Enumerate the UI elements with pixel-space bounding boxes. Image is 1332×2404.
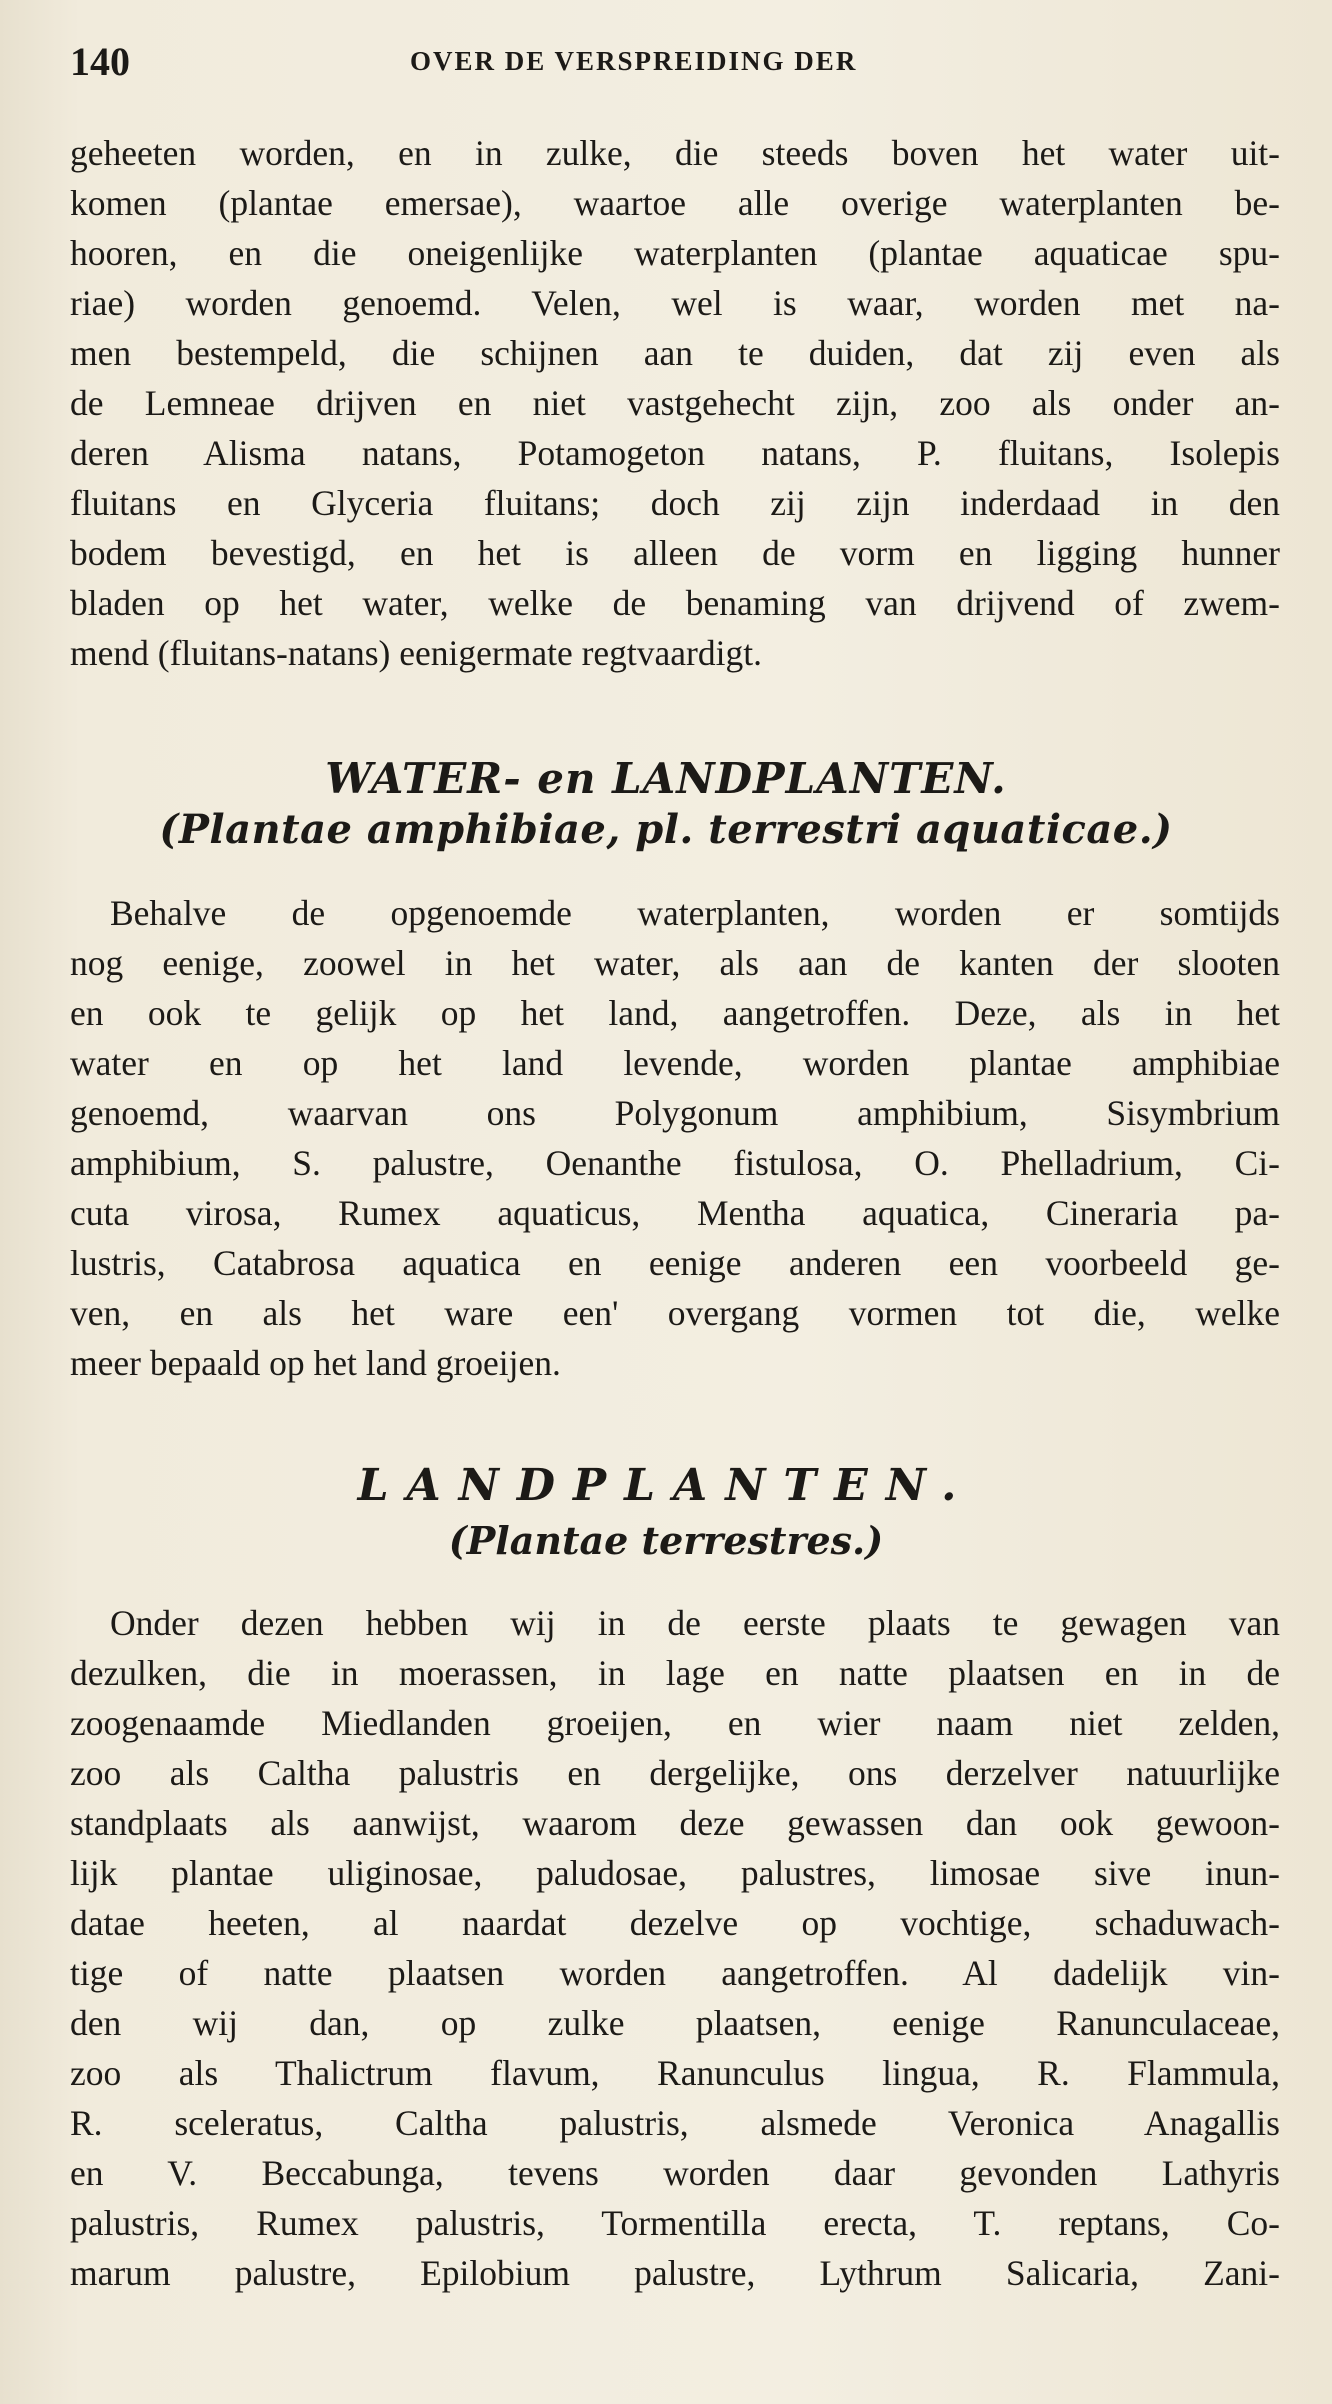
text-line: fluitans en Glyceria fluitans; doch zij zijn inderdaad in den: [70, 483, 1280, 523]
text-line: zoo als Caltha palustris en dergelijke, ons derzelver natuurlijke: [70, 1753, 1280, 1793]
section-subtitle-plantae-terrestres: (Plantae terrestres.): [448, 1518, 884, 1563]
text-line: marum palustre, Epilobium palustre, Lythrum Salicaria, Zani-: [70, 2253, 1280, 2293]
text-line: bladen op het water, welke de benaming van drijvend of zwem-: [70, 583, 1280, 623]
text-line: tige of natte plaatsen worden aangetroffen. Al dadelijk vin-: [70, 1953, 1280, 1993]
text-line: lijk plantae uliginosae, paludosae, palustres, limosae sive inun-: [70, 1853, 1280, 1893]
text-line: palustris, Rumex palustris, Tormentilla erecta, T. reptans, Co-: [70, 2203, 1280, 2243]
text-line: deren Alisma natans, Potamogeton natans, P. fluitans, Isolepis: [70, 433, 1280, 473]
section-title-water-en-landplanten: WATER- en LANDPLANTEN.: [325, 754, 1007, 803]
running-head: [70, 38, 1250, 88]
text-line: den wij dan, op zulke plaatsen, eenige Ranunculaceae,: [70, 2003, 1280, 2043]
text-line: amphibium, S. palustre, Oenanthe fistulosa, O. Phelladrium, Ci-: [70, 1143, 1280, 1183]
text-line: R. sceleratus, Caltha palustris, alsmede Veronica Anagallis: [70, 2103, 1280, 2143]
paragraph-3: [70, 1598, 1280, 2298]
paragraph-2: [70, 888, 1280, 1388]
text-line: water en op het land levende, worden plantae amphibiae: [70, 1043, 1280, 1083]
text-line: genoemd, waarvan ons Polygonum amphibium, Sisymbrium: [70, 1093, 1280, 1133]
paragraph-1: [70, 128, 1280, 678]
text-line: hooren, en die oneigenlijke waterplanten (plantae aquaticae spu-: [70, 233, 1280, 273]
text-line: en ook te gelijk op het land, aangetroffen. Deze, als in het: [70, 993, 1280, 1033]
text-line: zoo als Thalictrum flavum, Ranunculus lingua, R. Flammula,: [70, 2053, 1280, 2093]
text-line: cuta virosa, Rumex aquaticus, Mentha aquatica, Cineraria pa-: [70, 1193, 1280, 1233]
text-line: meer bepaald op het land groeijen.: [70, 1343, 561, 1383]
text-line: nog eenige, zoowel in het water, als aan de kanten der slooten: [70, 943, 1280, 983]
page-number: 140: [70, 39, 130, 84]
text-line: en V. Beccabunga, tevens worden daar gevonden Lathyris: [70, 2153, 1280, 2193]
section-title-landplanten: LANDPLANTEN.: [357, 1460, 975, 1511]
text-line: lustris, Catabrosa aquatica en eenige anderen een voorbeeld ge-: [70, 1243, 1280, 1283]
text-line: standplaats als aanwijst, waarom deze gewassen dan ook gewoon-: [70, 1803, 1280, 1843]
text-line: dezulken, die in moerassen, in lage en natte plaatsen en in de: [70, 1653, 1280, 1693]
text-line: riae) worden genoemd. Velen, wel is waar, worden met na-: [70, 283, 1280, 323]
text-line: datae heeten, al naardat dezelve op vochtige, schaduwach-: [70, 1903, 1280, 1943]
text-line: geheeten worden, en in zulke, die steeds boven het water uit-: [70, 133, 1280, 173]
text-line: Onder dezen hebben wij in de eerste plaats te gewagen van: [110, 1603, 1280, 1643]
text-line: ven, en als het ware een' overgang vormen tot die, welke: [70, 1293, 1280, 1333]
running-title: OVER DE VERSPREIDING DER: [410, 46, 858, 76]
text-line: zoogenaamde Miedlanden groeijen, en wier naam niet zelden,: [70, 1703, 1280, 1743]
text-line: de Lemneae drijven en niet vastgehecht zijn, zoo als onder an-: [70, 383, 1280, 423]
text-line: mend (fluitans-natans) eenigermate regtvaardigt.: [70, 633, 762, 673]
text-line: bodem bevestigd, en het is alleen de vorm en ligging hunner: [70, 533, 1280, 573]
text-line: Behalve de opgenoemde waterplanten, worden er somtijds: [110, 893, 1280, 933]
section-subtitle-plantae-amphibiae: (Plantae amphibiae, pl. terrestri aquaticae.): [159, 806, 1173, 853]
text-line: komen (plantae emersae), waartoe alle overige waterplanten be-: [70, 183, 1280, 223]
text-line: men bestempeld, die schijnen aan te duiden, dat zij even als: [70, 333, 1280, 373]
